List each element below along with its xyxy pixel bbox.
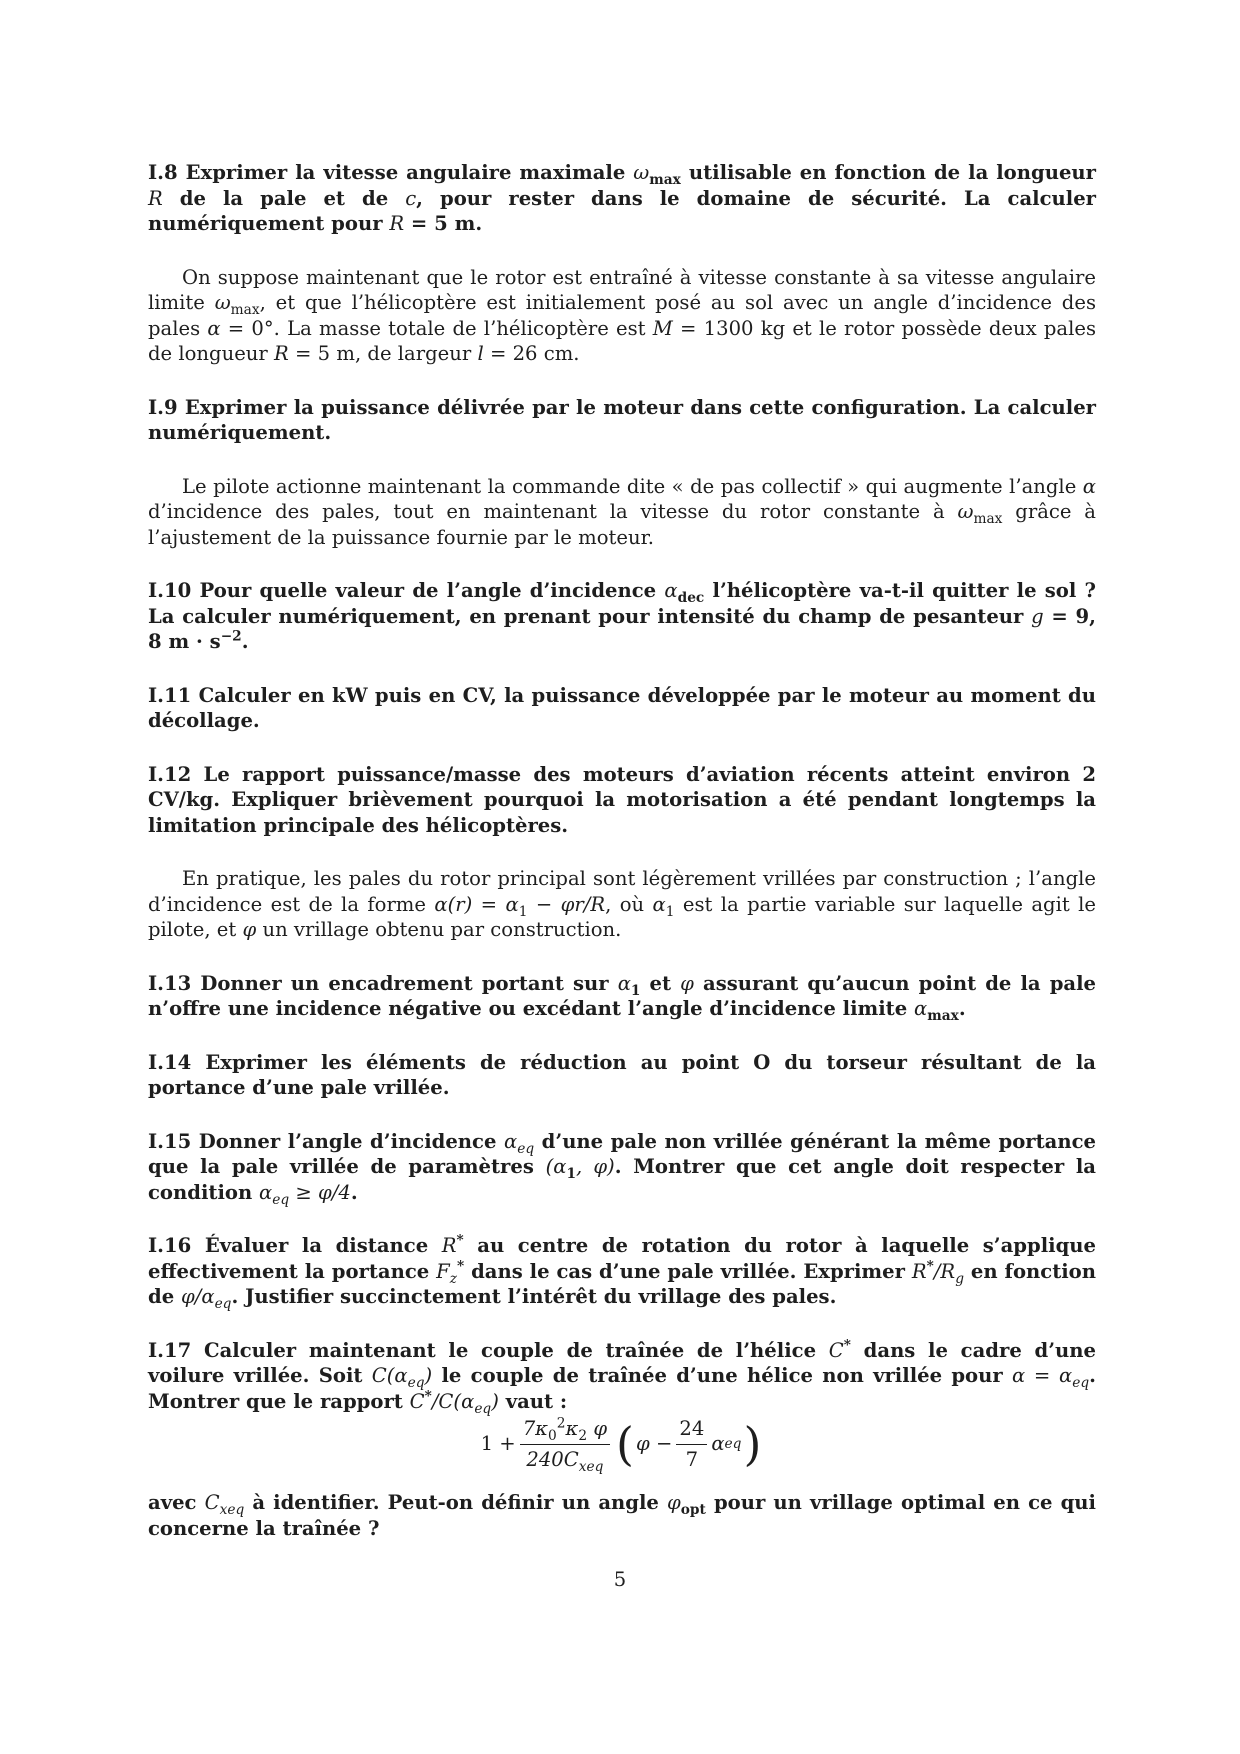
math: α (503, 1129, 518, 1153)
formula-numerator: 24 (676, 1416, 707, 1445)
subscript: 1 (630, 982, 641, 999)
math: α (664, 579, 678, 602)
math: C (828, 1338, 844, 1362)
subscript: xeq (219, 1501, 245, 1518)
text: assurant qu’aucun point de la pale n’offre une incidence négative ou excédant l’angle d’incidence limite (148, 971, 1096, 1020)
text: vaut : (498, 1389, 568, 1413)
math: ) (491, 1389, 499, 1413)
text: = 9, 8 m · s (148, 604, 1096, 653)
subscript: 0 (548, 1427, 557, 1444)
math: α(r) = α (434, 892, 519, 916)
subscript: max (927, 1007, 959, 1024)
question-label: I.8 (148, 161, 178, 184)
text: à identifier. Peut-on définir un angle (244, 1491, 667, 1514)
question-label: I.17 (148, 1338, 192, 1362)
superscript: −2 (220, 628, 242, 645)
superscript: * (424, 1387, 432, 1404)
text: Pour quelle valeur de l’angle d’incidence (191, 579, 665, 602)
question-i17-outro (148, 1490, 1096, 1541)
text: en fonction de (148, 1259, 1096, 1308)
math: F (436, 1259, 450, 1283)
text: un vrillage obtenu par construction. (256, 918, 622, 941)
math: α (711, 1432, 725, 1456)
text: Calculer maintenant le couple de traînée de l’hélice (191, 1338, 829, 1362)
question-i8 (148, 160, 1096, 237)
subscript: 2 (578, 1427, 588, 1444)
math: − φr/R (527, 892, 606, 916)
question-i13 (148, 971, 1096, 1022)
math: φ (587, 1417, 608, 1440)
question-label: I.15 (148, 1129, 192, 1153)
question-label: I.12 (148, 762, 192, 786)
question-i9 (148, 395, 1096, 446)
text: utilisable en fonction de la longueur (680, 161, 1096, 184)
text: Le pilote actionne maintenant la commande dite « de pas collectif » qui augmente l’angle (182, 474, 1083, 498)
math: α (1082, 474, 1096, 498)
formula-denominator (523, 1445, 606, 1473)
text: grâce à l’ajustement de la puissance fournie par le moteur. (148, 500, 1096, 549)
math: /C(α (431, 1389, 475, 1413)
superscript: * (843, 1336, 851, 1353)
subscript: eq (1072, 1374, 1090, 1391)
text: , où (605, 892, 653, 916)
math: α (259, 1180, 273, 1204)
subscript: xeq (578, 1458, 604, 1475)
text: , pour rester dans le domaine de sécurité. La calculer numériquement pour (148, 186, 1096, 235)
math: C(α (371, 1364, 408, 1387)
subscript: eq (474, 1400, 492, 1417)
subscript: max (973, 510, 1003, 527)
subscript: opt (680, 1501, 706, 1518)
math: R (274, 342, 289, 365)
paragraph-1 (148, 265, 1096, 367)
text: et (640, 971, 681, 995)
subscript: max (649, 171, 681, 188)
question-label: I.13 (148, 971, 192, 995)
math: C (409, 1389, 425, 1413)
text: En pratique, les pales du rotor principal sont légèrement vrillées par construction ; l’angle d’incidence est de la forme (148, 867, 1096, 916)
text: Exprimer la puissance délivrée par le moteur dans cette configuration. La calculer numériquement. (148, 395, 1096, 444)
text: = 0°. La masse totale de l’hélicoptère est (220, 316, 653, 340)
text: est la partie variable sur laquelle agit le pilote, et (148, 892, 1096, 941)
formula-denominator: 7 (685, 1447, 699, 1471)
superscript: 2 (556, 1415, 566, 1432)
question-i16 (148, 1233, 1096, 1310)
math: ω (633, 161, 650, 184)
math: φ (680, 971, 694, 995)
paragraph-3 (148, 866, 1096, 943)
subscript: z (449, 1270, 457, 1287)
text: Le rapport puissance/masse des moteurs d’aviation récents atteint environ 2 CV/kg. Expliquer brièvement pourquoi la motorisation a été pendant longtemps la limitation principale des hélicoptères. (148, 762, 1096, 837)
text: . Justifier succinctement l’intérêt du vrillage des pales. (231, 1285, 837, 1308)
text: = 26 cm. (483, 342, 580, 365)
math: c (405, 186, 417, 210)
subscript: g (955, 1270, 964, 1287)
text: . (241, 630, 249, 653)
drag-ratio-formula: 1 + $\frac{7\kappa_0^2\kappa_2 \varphi}{240C_{xeq}}$ ( φ − $\frac{24}{7}$ α eq ) (480, 1415, 762, 1475)
question-i14 (148, 1050, 1096, 1101)
math: α (207, 316, 221, 340)
question-i11 (148, 683, 1096, 734)
subscript: max (230, 301, 260, 318)
question-label: I.14 (148, 1050, 192, 1074)
document-page (148, 160, 1096, 1541)
text: Donner un encadrement portant sur (191, 971, 618, 995)
math: φ (242, 918, 257, 941)
page-number: 5 (613, 1568, 627, 1591)
question-label: I.9 (148, 395, 178, 419)
math: α (914, 997, 928, 1020)
math: α = α (1011, 1364, 1073, 1387)
text: Évaluer la distance (191, 1234, 442, 1257)
math: , φ) (576, 1155, 615, 1178)
math: α (652, 892, 666, 916)
formula-term: φ − (636, 1432, 673, 1456)
text: = 1300 kg et le rotor possède deux pales de longueur (148, 316, 1096, 365)
text: d’une pale non vrillée générant la même portance que la pale vrillée de paramètres (148, 1129, 1096, 1178)
math: R (911, 1259, 927, 1283)
subscript: 1 (665, 903, 675, 920)
text: dans le cas d’une pale vrillée. Exprimer (464, 1259, 912, 1283)
question-i12 (148, 762, 1096, 839)
text: au centre de rotation du rotor à laquelle s’applique effectivement la portance (148, 1234, 1097, 1283)
text: Exprimer la vitesse angulaire maximale (177, 161, 634, 184)
subscript: dec (677, 589, 705, 606)
text: . Montrer que cet angle doit respecter la condition (148, 1155, 1096, 1204)
text: Calculer en kW puis en CV, la puissance développée par le moteur au moment du décollage. (148, 683, 1096, 732)
formula-left-paren: ( (616, 1417, 634, 1471)
paragraph-2 (148, 474, 1096, 551)
formula-term: 1 + (480, 1432, 516, 1456)
math: g (1031, 604, 1044, 628)
subscript: eq (214, 1295, 232, 1312)
text: avec (148, 1491, 205, 1514)
formula-fraction-2 (676, 1416, 707, 1472)
formula-right-paren: ) (743, 1417, 762, 1471)
question-label: I.10 (148, 579, 192, 602)
text: l’hélicoptère va-t-il quitter le sol ? La calculer numériquement, en prenant pour intensité du champ de pesanteur (148, 579, 1096, 628)
question-label: I.11 (148, 683, 192, 707)
question-i17 (148, 1338, 1096, 1542)
text: , et que l’hélicoptère est initialement posé au sol avec un angle d’incidence des pales (148, 291, 1097, 340)
text: . (350, 1180, 358, 1204)
subscript: 1 (518, 903, 528, 920)
subscript: eq (407, 1374, 425, 1391)
math: R (389, 212, 405, 235)
text: Donner l’angle d’incidence (191, 1129, 504, 1153)
math: 240C (526, 1447, 579, 1471)
math: κ (565, 1417, 579, 1440)
superscript: * (926, 1257, 934, 1274)
superscript: * (456, 1257, 465, 1274)
math: φ/α (181, 1285, 215, 1308)
text: dans le cadre d’une voilure vrillée. Soit (148, 1338, 1096, 1387)
math: R (148, 186, 163, 210)
formula-fraction (520, 1415, 610, 1475)
math: ≥ φ/4 (289, 1180, 351, 1204)
math: (α (545, 1155, 567, 1178)
text: Exprimer les éléments de réduction au point O du torseur résultant de la portance d’une pale vrillée. (148, 1050, 1096, 1099)
subscript: eq (517, 1140, 535, 1157)
subscript: 1 (566, 1165, 576, 1182)
text: . (958, 997, 966, 1020)
math: ) (424, 1364, 433, 1387)
math: ω (957, 500, 974, 523)
text: le couple de traînée d’une hélice non vrillée pour (432, 1364, 1012, 1387)
text: On suppose maintenant que le rotor est entraîné à vitesse constante à sa vitesse angulaire limite (148, 265, 1096, 314)
math: /R (933, 1259, 956, 1283)
question-i15 (148, 1129, 1096, 1206)
math: R (441, 1234, 457, 1257)
text: . Montrer que le rapport (148, 1364, 1096, 1413)
text: = 5 m. (404, 212, 483, 235)
question-label: I.16 (148, 1234, 192, 1257)
superscript: * (456, 1232, 464, 1249)
text: de la pale et de (162, 186, 406, 210)
question-i17-intro (148, 1338, 1096, 1415)
question-i10 (148, 578, 1096, 655)
math: C (204, 1491, 220, 1514)
math: M (652, 316, 673, 340)
math: ω (214, 291, 231, 314)
text: d’incidence des pales, tout en maintenant la vitesse du rotor constante à (148, 500, 958, 523)
text: pour un vrillage optimal en ce qui concerne la traînée ? (148, 1491, 1096, 1540)
text: = 5 m, de largeur (288, 342, 478, 365)
formula-numerator (520, 1416, 610, 1445)
math: φ (667, 1491, 681, 1514)
math: 7κ (522, 1417, 549, 1440)
subscript: eq (272, 1191, 290, 1208)
math: l (477, 342, 484, 365)
math: α (617, 971, 631, 995)
